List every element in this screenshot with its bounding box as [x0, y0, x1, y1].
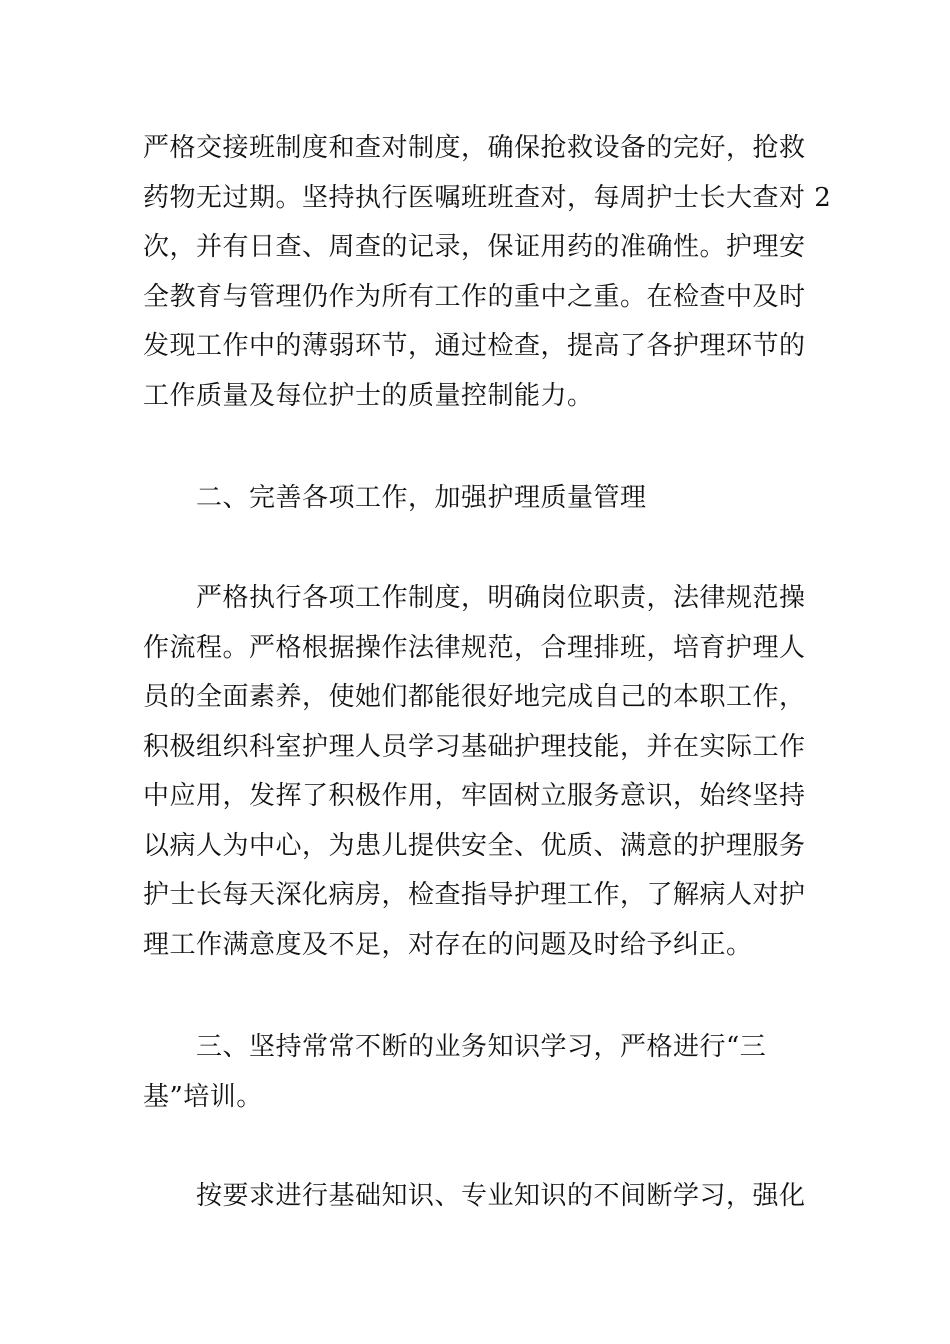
text-line: 以病人为中心，为患儿提供安全、优质、满意的护理服务	[143, 830, 806, 861]
text-line: 发现工作中的薄弱环节，通过检查，提高了各护理环节的	[143, 331, 806, 361]
section-heading-2	[196, 474, 861, 524]
heading-text: 基”培训。	[143, 1081, 263, 1112]
heading-text: 二、完善各项工作，加强护理质量管理	[196, 483, 647, 513]
text-line: 药物无过期。坚持执行医嘱班班查对，每周护士长大查对 2	[143, 182, 832, 213]
text-line: 积极组织科室护理人员学习基础护理技能，并在实际工作	[143, 731, 806, 762]
text-line: 作流程。严格根据操作法律规范，合理排班，培育护理人	[143, 632, 806, 663]
paragraph-1	[143, 124, 832, 421]
paragraph-2	[143, 574, 808, 970]
text-line: 工作质量及每位护士的质量控制能力。	[143, 380, 594, 411]
text-line: 次，并有日查、周查的记录，保证用药的准确性。护理安	[143, 232, 806, 262]
text-line: 严格交接班制度和查对制度，确保抢救设备的完好，抢救	[143, 133, 806, 163]
text-line: 中应用，发挥了积极作用，牢固树立服务意识，始终坚持	[143, 781, 806, 811]
paragraph-3	[143, 1172, 808, 1222]
text-line: 按要求进行基础知识、专业知识的不间断学习，强化	[143, 1181, 806, 1211]
text-line: 理工作满意度及不足，对存在的问题及时给予纠正。	[143, 929, 753, 960]
text-line: 护士长每天深化病房，检查指导护理工作，了解病人对护	[143, 880, 806, 910]
text-line: 全教育与管理仍作为所有工作的重中之重。在检查中及时	[143, 281, 806, 312]
heading-text: 三、坚持常常不断的业务知识学习，严格进行“三	[143, 1032, 767, 1062]
section-heading-3	[143, 1023, 808, 1122]
text-line: 员的全面素养，使她们都能很好地完成自己的本职工作，	[143, 682, 806, 712]
text-line: 严格执行各项工作制度，明确岗位职责，法律规范操	[143, 583, 806, 613]
